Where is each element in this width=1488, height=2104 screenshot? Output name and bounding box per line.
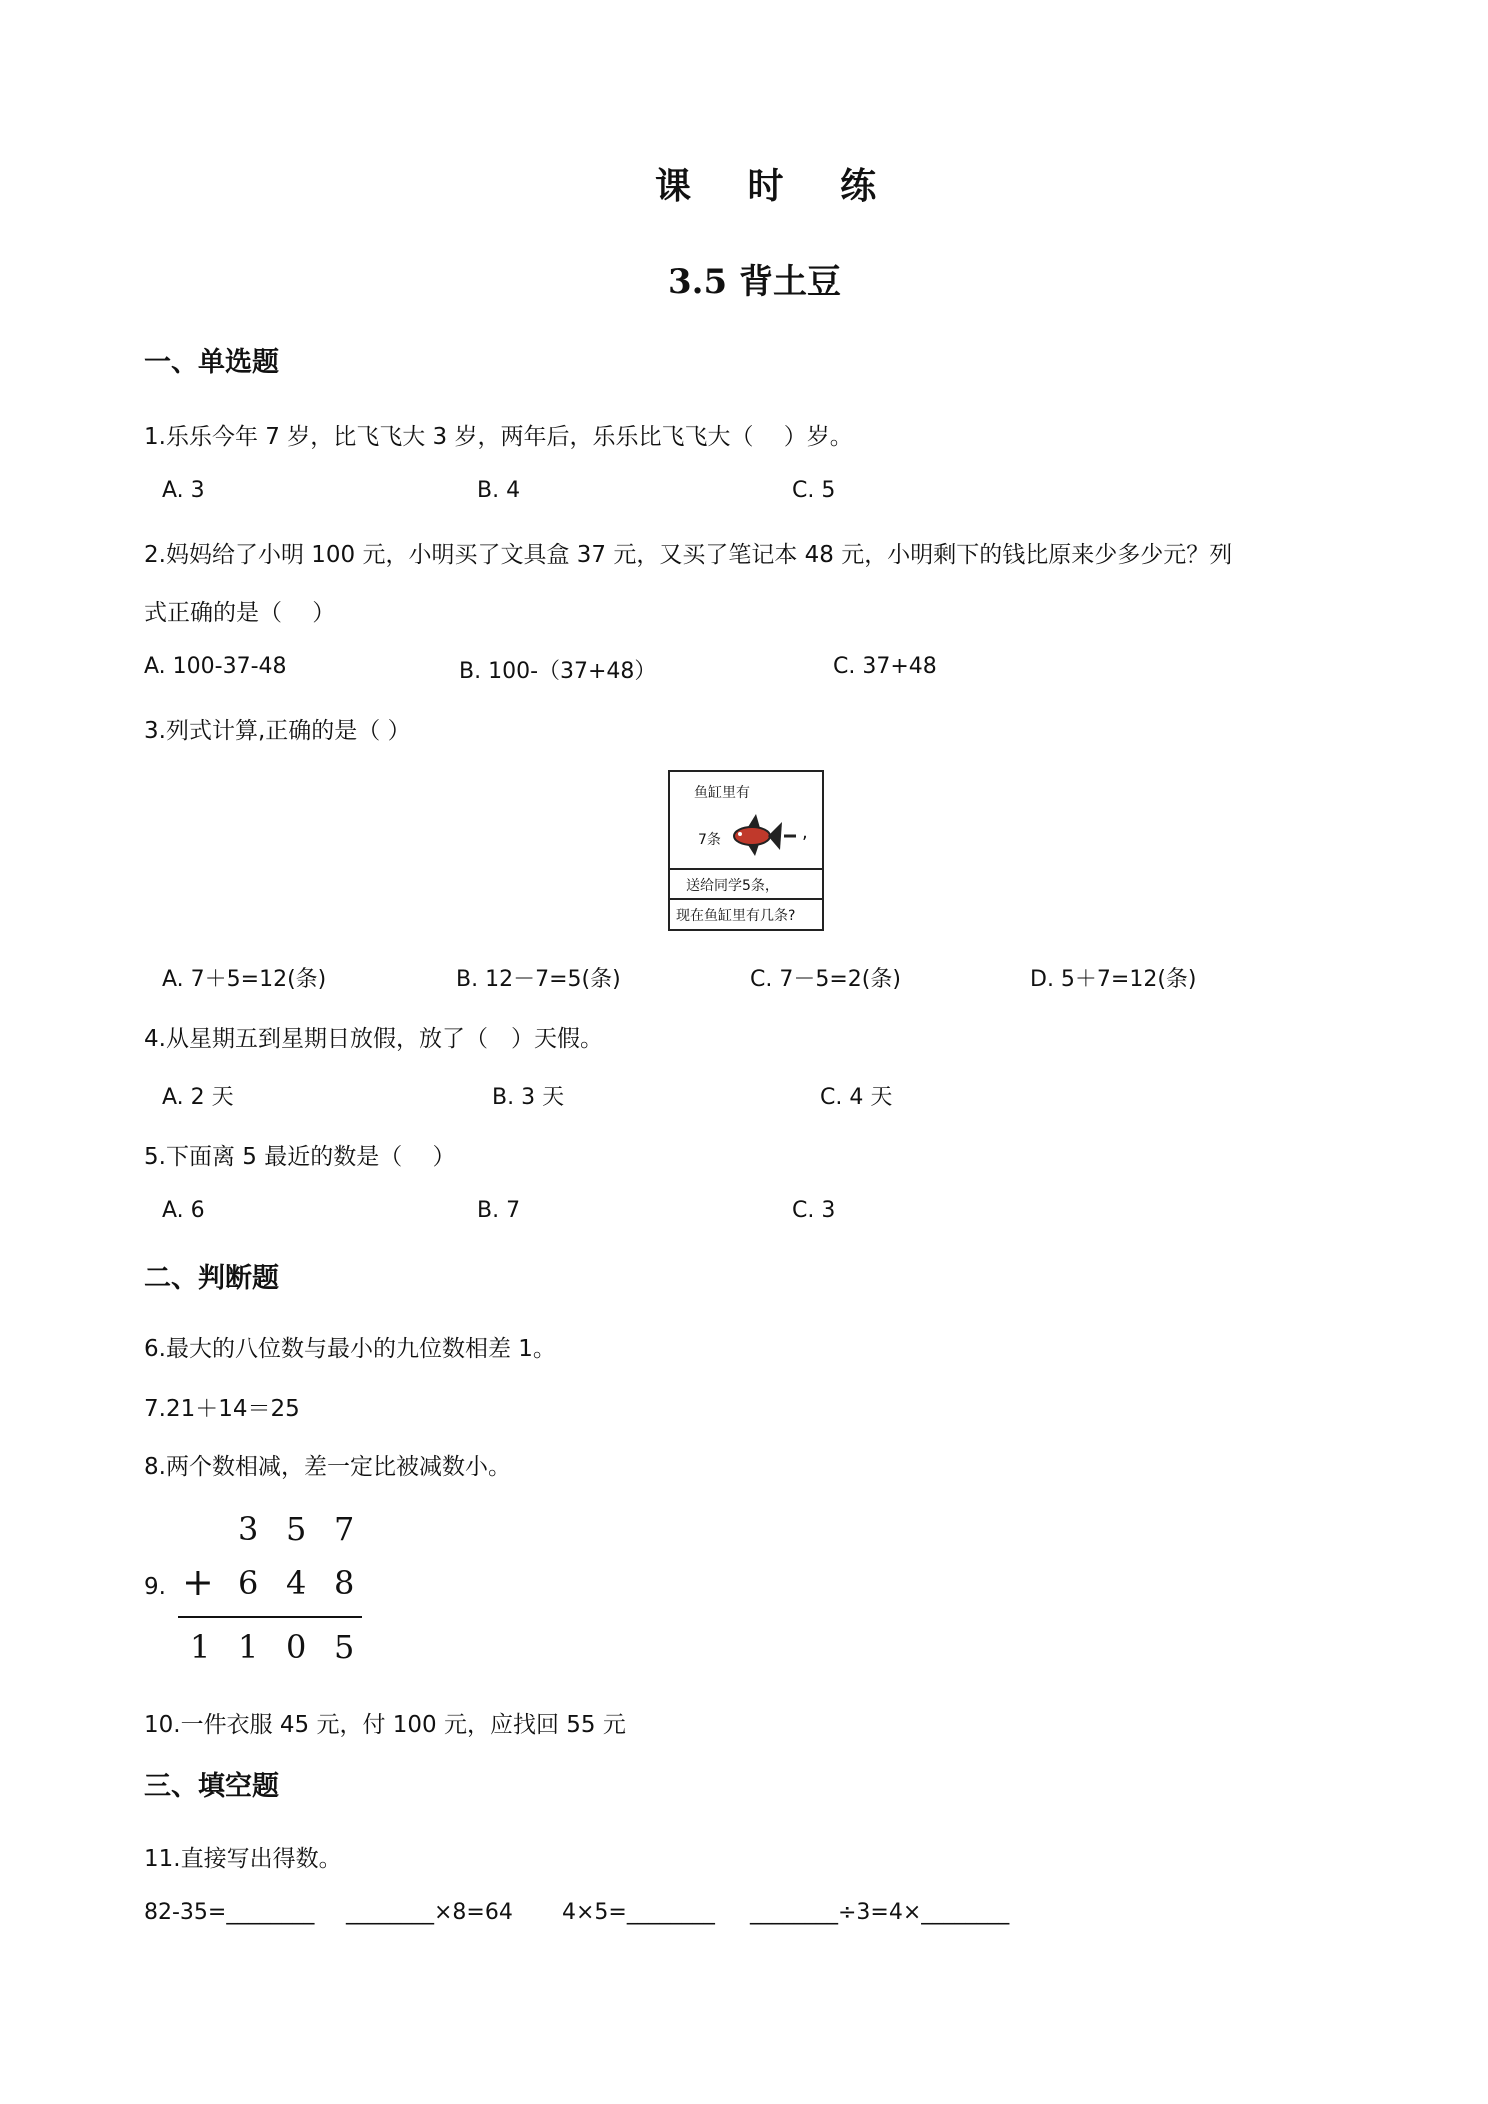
fish-figure-divider-2 bbox=[670, 898, 822, 900]
question-4: 4.从星期五到星期日放假，放了（ ）天假。 bbox=[144, 1026, 603, 1052]
q11-item-4[interactable]: ________÷3=4×________ bbox=[750, 1900, 1010, 1925]
q2-option-c[interactable]: C. 37+48 bbox=[833, 654, 937, 679]
q1-option-a[interactable]: A. 3 bbox=[162, 478, 205, 503]
q1-option-c[interactable]: C. 5 bbox=[792, 478, 836, 503]
fish-figure-comma: , bbox=[802, 822, 808, 843]
question-5: 5.下面离 5 最近的数是（ ） bbox=[144, 1144, 456, 1170]
q5-option-a[interactable]: A. 6 bbox=[162, 1198, 205, 1223]
sum-line bbox=[178, 1616, 362, 1618]
addend-2-digit: 8 bbox=[334, 1564, 355, 1602]
question-7: 7.21＋14＝25 bbox=[144, 1396, 300, 1422]
q3-option-c[interactable]: C. 7－5=2(条) bbox=[750, 967, 901, 992]
sum-digit: 1 bbox=[190, 1628, 211, 1666]
q5-option-b[interactable]: B. 7 bbox=[477, 1198, 521, 1223]
q1-option-b[interactable]: B. 4 bbox=[477, 478, 521, 503]
question-2-line-2: 式正确的是（ ） bbox=[144, 600, 336, 626]
q2-option-a[interactable]: A. 100-37-48 bbox=[144, 654, 287, 679]
fish-figure-divider-1 bbox=[670, 868, 822, 870]
fish-figure-text-3: 送给同学5条， bbox=[686, 878, 779, 894]
section-heading-fill-blank: 三、填空题 bbox=[144, 1771, 279, 1802]
addend-2-digit: 4 bbox=[286, 1564, 307, 1602]
addend-1-digit: 3 bbox=[238, 1510, 259, 1548]
q4-option-c[interactable]: C. 4 天 bbox=[820, 1085, 893, 1110]
question-3: 3.列式计算,正确的是（ ） bbox=[144, 718, 411, 744]
q11-item-3[interactable]: 4×5=________ bbox=[562, 1900, 715, 1925]
fish-figure-text-4: 现在鱼缸里有几条? bbox=[676, 908, 796, 924]
question-2-line-1: 2.妈妈给了小明 100 元，小明买了文具盒 37 元，又买了笔记本 48 元，小明剩下的钱比原来少多少元？列 bbox=[144, 542, 1233, 568]
plus-operator: + bbox=[182, 1560, 214, 1604]
section-heading-single-choice: 一、单选题 bbox=[144, 347, 279, 378]
question-9-label: 9. bbox=[144, 1574, 166, 1600]
question-8: 8.两个数相减，差一定比被减数小。 bbox=[144, 1454, 511, 1480]
question-10: 10.一件衣服 45 元，付 100 元，应找回 55 元 bbox=[144, 1712, 626, 1738]
sum-digit: 1 bbox=[238, 1628, 259, 1666]
page-subtitle: 3.5 背土豆 bbox=[668, 262, 841, 302]
addend-1-digit: 7 bbox=[334, 1510, 355, 1548]
q3-option-a[interactable]: A. 7＋5=12(条) bbox=[162, 967, 327, 992]
sum-digit: 5 bbox=[334, 1628, 355, 1666]
question-1: 1.乐乐今年 7 岁，比飞飞大 3 岁，两年后，乐乐比飞飞大（ ）岁。 bbox=[144, 424, 853, 450]
fish-figure-text-1: 鱼缸里有 bbox=[694, 785, 750, 801]
q4-option-b[interactable]: B. 3 天 bbox=[492, 1085, 565, 1110]
fish-icon bbox=[728, 812, 798, 858]
fish-figure-text-2: 7条 bbox=[698, 832, 721, 848]
q2-option-b[interactable]: B. 100-（37+48） bbox=[459, 659, 657, 684]
q3-option-d[interactable]: D. 5＋7=12(条) bbox=[1030, 967, 1197, 992]
question-6: 6.最大的八位数与最小的九位数相差 1。 bbox=[144, 1336, 556, 1362]
page-title: 课 时 练 bbox=[655, 165, 899, 207]
addend-2-digit: 6 bbox=[238, 1564, 259, 1602]
question-11: 11.直接写出得数。 bbox=[144, 1846, 342, 1872]
q11-item-2[interactable]: ________×8=64 bbox=[346, 1900, 513, 1925]
sum-digit: 0 bbox=[286, 1628, 307, 1666]
vertical-addition bbox=[172, 1500, 372, 1670]
q3-option-b[interactable]: B. 12－7=5(条) bbox=[456, 967, 621, 992]
q11-item-1[interactable]: 82-35=________ bbox=[144, 1900, 315, 1925]
q5-option-c[interactable]: C. 3 bbox=[792, 1198, 836, 1223]
q4-option-a[interactable]: A. 2 天 bbox=[162, 1085, 234, 1110]
fish-tank-figure bbox=[668, 770, 824, 931]
section-heading-true-false: 二、判断题 bbox=[144, 1263, 279, 1294]
addend-1-digit: 5 bbox=[286, 1510, 307, 1548]
